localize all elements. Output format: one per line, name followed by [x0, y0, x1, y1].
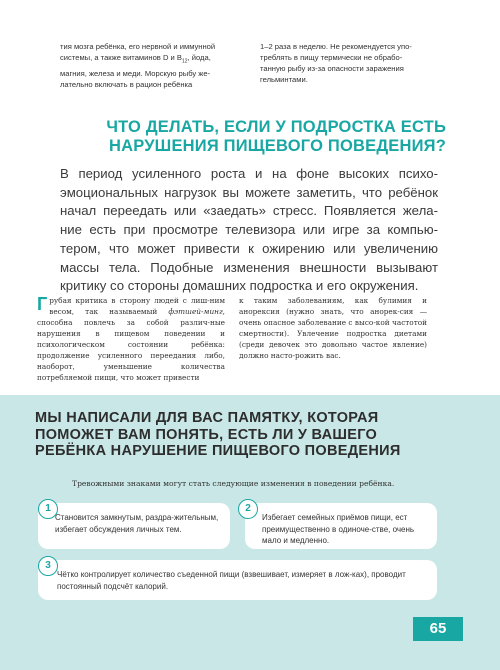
section-title [86, 118, 446, 156]
memo-number-3-badge: 3 [38, 556, 58, 576]
top-left-line-2b: , йода, [187, 53, 211, 62]
memo-card-3 [38, 560, 437, 600]
drop-cap: Г [37, 294, 48, 314]
body-left-text-a: рубая критика в сторону людей с лиш-ним весом, так называемый [49, 296, 225, 316]
body-left-column [37, 295, 225, 383]
top-left-line-3: магния, железа и меди. Морскую рыбу же- [60, 68, 211, 78]
top-left-line-1: тия мозга ребёнка, его нервной и иммунной [60, 42, 216, 51]
section-title-line-2: НАРУШЕНИЯ ПИЩЕВОГО ПОВЕДЕНИЯ? [108, 137, 446, 155]
memo-card-3-text: Чётко контролирует количество съеденной пищи (взвешивает, измеряет в лож-ках), проводит постоянный подсчёт калорий. [57, 570, 406, 591]
memo-card-1-text: Становится замкнутым, раздра-жительным, избегает обсуждения личных тем. [55, 513, 219, 534]
top-right-line-3: танную рыбу из-за опасности заражения [260, 64, 404, 73]
body-left-text-b: , способна повлечь за собой различ-ные нарушения в пищевом поведении и психологическом состоянии ребёнка: продолжение усиленного переедания либо, наоборот, уменьшение количества потребляемой пищи, что может привести [37, 307, 225, 382]
lead-paragraph: В период усиленного роста и на фоне высоких психо-эмоциональных нагрузок вы можете заметить, что ребёнок начал переедать или «заедать» стресс. Появляется жела-ние есть при просмотре телевизора или игре за компью-тером, что может привести к ожирению или увеличению массы тела. Подобные изменения внешности вызывают критику со стороны домашних подростка и его окружения. [60, 166, 438, 294]
body-right-column: к таким заболеваниям, как булимия и анорексия (нужно знать, что анорек-сия — очень опасное заболевание с высо-кой частотой смертности). Увлечение подростка диетами (среди девочек это довольно частое явление) должно насто-рожить вас. [239, 296, 427, 360]
top-left-line-4: лательно включать в рацион ребёнка [60, 79, 193, 89]
memo-card-1 [38, 503, 230, 549]
section-title-line-1: ЧТО ДЕЛАТЬ, ЕСЛИ У ПОДРОСТКА ЕСТЬ [106, 118, 446, 136]
vitamin-subscript: 12 [181, 58, 188, 65]
memo-number-2-badge: 2 [238, 499, 258, 519]
memo-card-2-text: Избегает семейных приёмов пищи, ест преимущественно в одиноче-стве, очень мало и медленно. [262, 513, 415, 545]
memo-title-line-3: РЕБЁНКА НАРУШЕНИЕ ПИЩЕВОГО ПОВЕДЕНИЯ [35, 443, 401, 459]
top-left-line-2a: системы, а также витаминов D и B [60, 53, 182, 62]
memo-card-2 [245, 503, 437, 549]
top-right-line-4: гельминтами. [260, 75, 308, 84]
top-right-column [260, 41, 430, 90]
memo-title-line-2: ПОМОЖЕТ ВАМ ПОНЯТЬ, ЕСТЬ ЛИ У ВАШЕГО [35, 426, 378, 443]
memo-subtitle: Тревожными знаками могут стать следующие изменения в поведении ребёнка. [72, 479, 395, 488]
body-columns [37, 295, 427, 383]
top-left-line-2 [60, 52, 230, 68]
memo-title-line-1: МЫ НАПИСАЛИ ДЛЯ ВАС ПАМЯТКУ, КОТОРАЯ [35, 410, 379, 426]
memo-title [35, 410, 455, 460]
top-text-columns [60, 41, 430, 90]
top-right-line-2: треблять в пищу термически не обрабо- [260, 53, 403, 62]
body-left-italic-term: фэтшей-минг [168, 307, 223, 316]
memo-number-1-badge: 1 [38, 499, 58, 519]
page-number: 65 [413, 617, 463, 641]
top-left-column [60, 41, 230, 90]
top-right-line-1: 1–2 раза в неделю. Не рекомендуется упо- [260, 42, 412, 51]
